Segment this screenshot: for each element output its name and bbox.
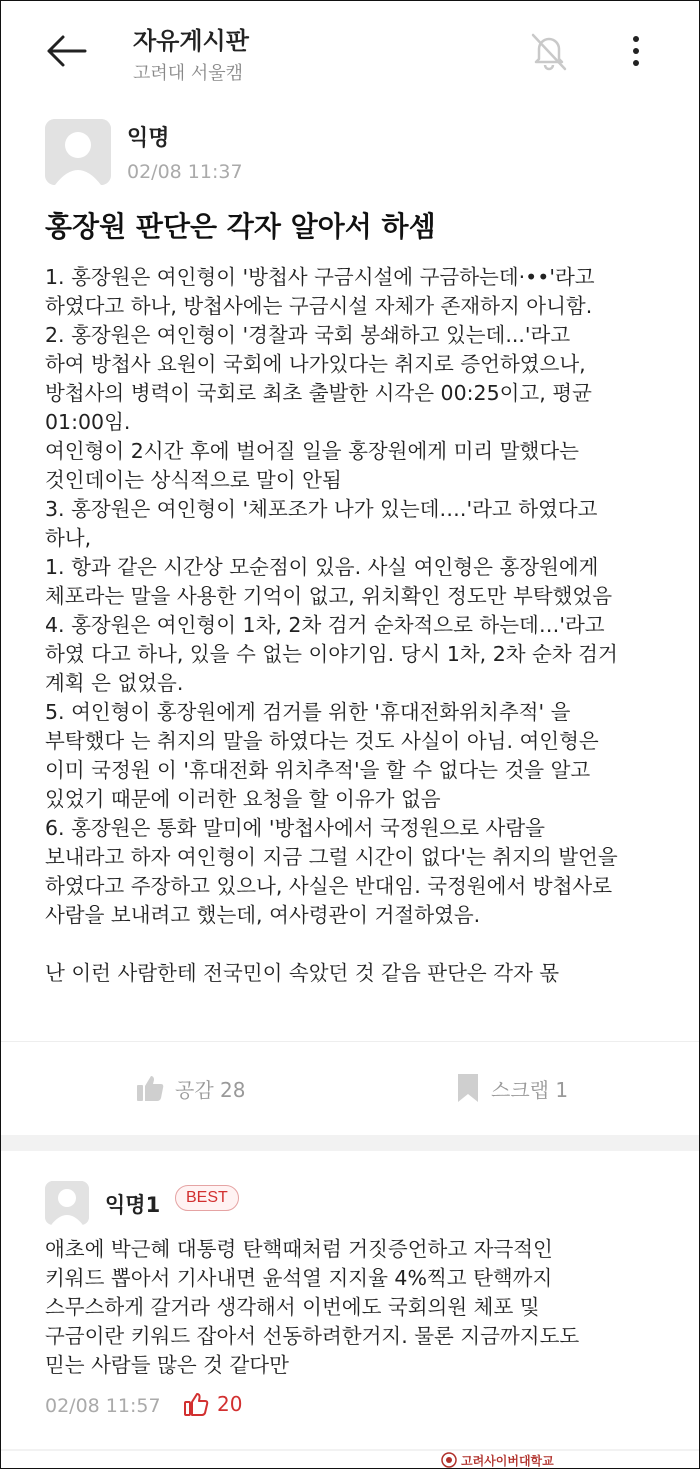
text-line: 01:00임. [45,410,131,434]
comment-like-button[interactable] [183,1391,242,1417]
comment-author: 익명1 [105,1193,161,1217]
comment-timestamp: 02/08 11:57 [45,1395,161,1417]
text-line: 체포라는 말을 사용한 기억이 없고, 위치확인 정도만 부탁했었음 [45,584,613,608]
app-header [1,1,699,105]
text-line: 하였다고 하나, 방첩사에는 구금시설 자체가 존재하지 아니함. [45,294,593,318]
text-line: 여인형이 2시간 후에 벌어질 일을 홍장원에게 미리 말했다는 [45,439,579,463]
post-title: 홍장원 판단은 각자 알아서 하셈 [45,210,436,243]
comment-like-count: 20 [217,1392,243,1416]
comment-avatar [45,1181,89,1225]
scrap-count-label: 스크랩 1 [491,1077,569,1102]
text-line: 난 이런 사람한테 전국민이 속았던 것 같음 판단은 각자 몫 [45,961,560,985]
thumbs-up-outline-icon [183,1391,209,1417]
text-line: 것인데이는 상식적으로 말이 안됨 [45,468,342,492]
more-vertical-icon [619,31,653,71]
text-line: 애초에 박근혜 대통령 탄핵때처럼 거짓증언하고 자극적인 [45,1237,553,1261]
text-line: 구금이란 키워드 잡아서 선동하려한거지. 물론 지금까지도도 [45,1324,580,1348]
text-line: 6. 홍장원은 통화 말미에 '방첩사에서 국정원으로 사람을 [45,816,545,840]
text-line: 계획 은 없었음. [45,671,184,695]
divider [1,1449,699,1451]
text-line: 방첩사의 병력이 국회로 최초 출발한 시각은 00:25이고, 평균 [45,381,592,405]
back-button[interactable] [41,31,91,71]
text-line: 3. 홍장원은 여인형이 '체포조가 나가 있는데….'라고 하였다고 [45,497,598,521]
text-line: 1. 항과 같은 시간상 모순점이 있음. 사실 여인형은 홍장원에게 [45,555,599,579]
text-line: 스무스하게 갈거라 생각해서 이번에도 국회의원 체포 및 [45,1295,540,1319]
text-line: 4. 홍장원은 여인형이 1차, 2차 검거 순차적으로 하는데…'라고 [45,613,605,637]
bookmark-icon [455,1072,481,1104]
text-line: 있었기 때문에 이러한 요청을 할 이유가 없음 [45,787,441,811]
text-line: 믿는 사람들 많은 것 같다만 [45,1353,289,1377]
post-author [45,119,445,189]
watermark-logo [441,1451,554,1469]
post-timestamp: 02/08 11:37 [127,161,243,183]
text-line: 5. 여인형이 홍장원에게 검거를 위한 '휴대전화위치추적' 을 [45,700,571,724]
post-body [45,263,665,988]
text-line: 사람을 보내려고 했는데, 여사령관이 거절하였음. [45,903,481,927]
like-button[interactable] [135,1070,245,1106]
text-line: 보내라고 하자 여인형이 지금 그럴 시간이 없다'는 취지의 발언을 [45,845,618,869]
comment-body [45,1235,665,1380]
bell-off-icon [527,29,571,73]
default-avatar-icon [45,1181,89,1225]
text-line: 하나, [45,526,92,550]
more-options-button[interactable] [619,31,653,71]
like-count-label: 공감 28 [175,1077,246,1102]
text-line: 하였 다고 하나, 있을 수 없는 이야기임. 당시 1차, 2차 순차 검거 [45,642,618,666]
text-line: 하였다고 주장하고 있으나, 사실은 반대임. 국정원에서 방첩사로 [45,874,613,898]
author-name: 익명 [127,126,170,151]
best-badge: BEST [175,1185,239,1211]
text-line: 키워드 뽑아서 기사내면 윤석열 지지율 4%찍고 탄핵까지 [45,1266,553,1290]
board-subtitle: 고려대 서울캠 [133,63,244,84]
university-seal-icon [441,1452,457,1468]
text-line: 이미 국정원 이 '휴대전화 위치추적'을 할 수 없다는 것을 알고 [45,758,591,782]
notification-toggle-button[interactable] [527,29,571,73]
watermark-text: 고려사이버대학교 [461,1453,554,1468]
back-arrow-icon [41,31,91,71]
avatar [45,119,111,185]
scrap-button[interactable] [455,1070,568,1106]
post-actions [1,1042,699,1134]
text-line: 1. 홍장원은 여인형이 '방첩사 구금시설에 구금하는데·••'라고 [45,265,595,289]
text-line: 2. 홍장원은 여인형이 '경찰과 국회 봉쇄하고 있는데...'라고 [45,323,571,347]
thumbs-up-icon [135,1073,165,1103]
board-title: 자유게시판 [133,27,249,55]
section-separator [1,1135,699,1151]
text-line [45,930,665,959]
text-line: 하여 방첩사 요원이 국회에 나가있다는 취지로 증언하였으나, [45,352,586,376]
text-line: 부탁했다 는 취지의 말을 하였다는 것도 사실이 아님. 여인형은 [45,729,599,753]
default-avatar-icon [45,119,111,185]
